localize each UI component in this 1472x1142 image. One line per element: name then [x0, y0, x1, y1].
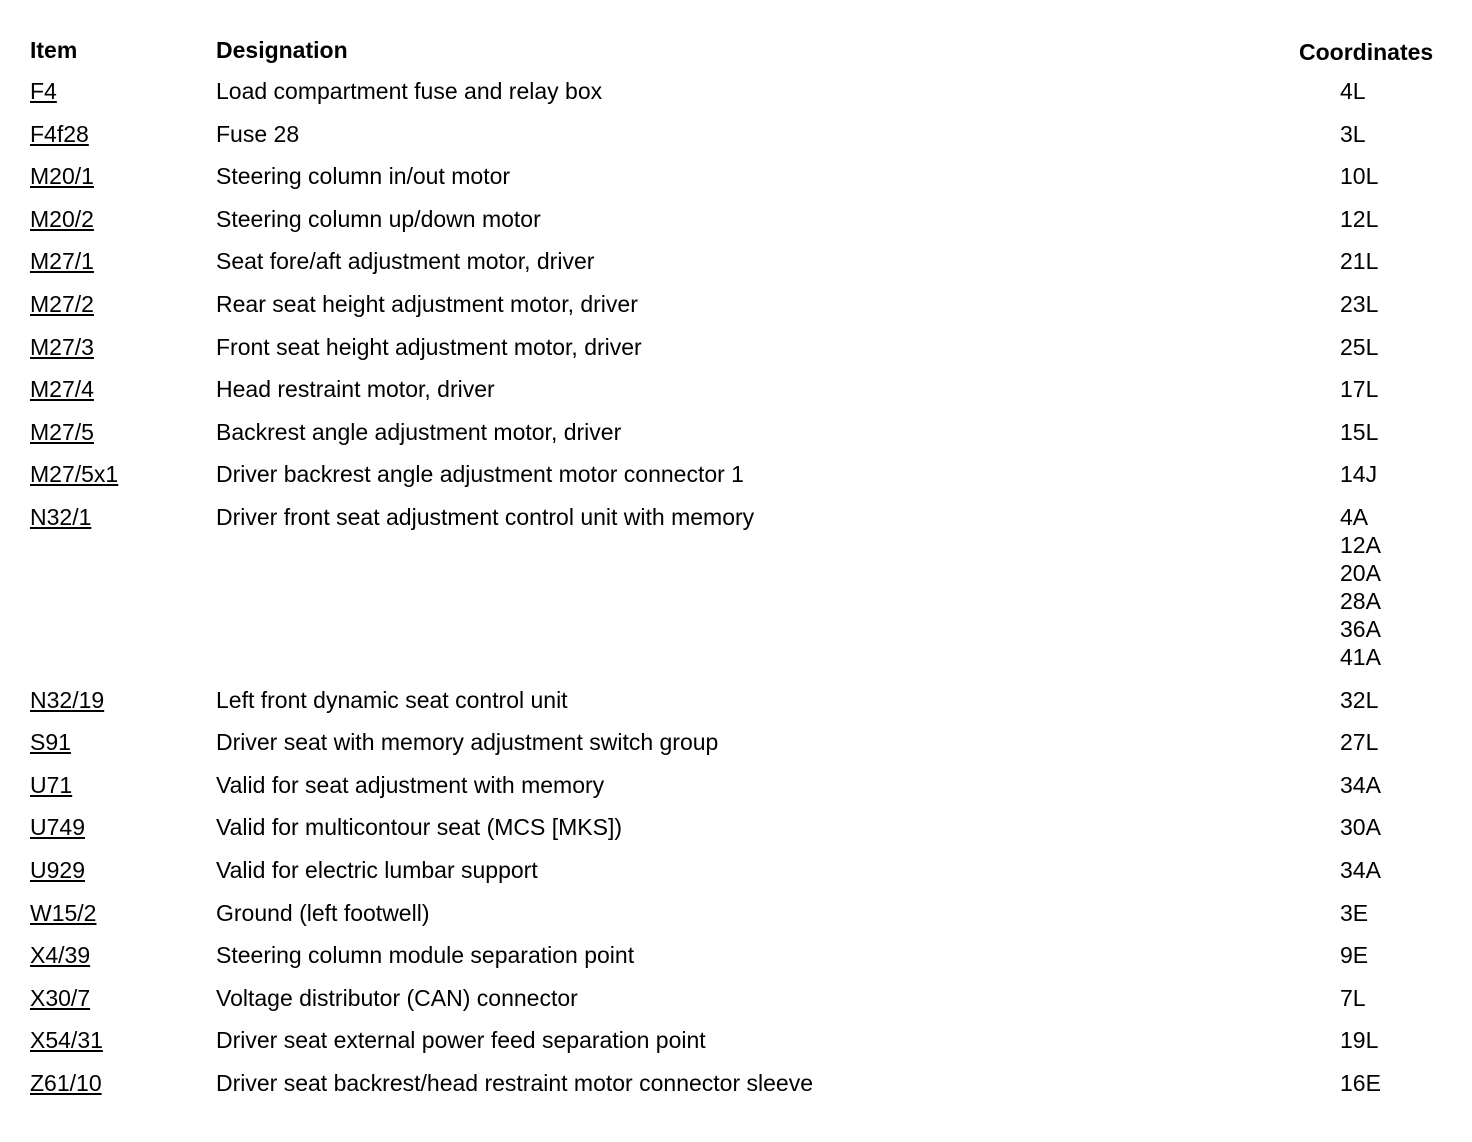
item-cell	[30, 856, 85, 884]
designation-cell: Valid for seat adjustment with memory	[216, 771, 605, 798]
item-cell	[30, 162, 94, 190]
coordinates-cell	[1340, 856, 1381, 884]
item-link[interactable]: U929	[30, 856, 85, 883]
coordinate-value: 32L	[1340, 686, 1379, 713]
designation-cell: Driver backrest angle adjustment motor connector 1	[216, 461, 744, 488]
coordinate-value: 17L	[1340, 376, 1379, 403]
coordinates-cell	[1340, 771, 1381, 799]
designation-cell: Left front dynamic seat control unit	[216, 686, 568, 713]
coordinate-value: 16E	[1340, 1069, 1381, 1096]
table-row	[0, 1069, 1472, 1112]
coordinate-value: 4A	[1340, 503, 1369, 530]
coordinate-value: 28A	[1340, 587, 1381, 614]
coordinate-value: 21L	[1340, 248, 1379, 275]
coordinates-cell	[1340, 899, 1368, 927]
designation-cell: Front seat height adjustment motor, driver	[216, 333, 642, 360]
table-row	[0, 333, 1472, 376]
coordinates-cell	[1340, 418, 1378, 446]
item-link[interactable]: Z61/10	[30, 1069, 102, 1096]
item-cell	[30, 984, 90, 1012]
table-row	[0, 77, 1472, 120]
coordinate-value: 23L	[1340, 290, 1379, 317]
coordinate-value: 34A	[1340, 771, 1381, 798]
item-cell	[30, 1026, 103, 1054]
designation-cell: Head restraint motor, driver	[216, 376, 495, 403]
coordinates-cell	[1340, 247, 1378, 275]
item-link[interactable]: U749	[30, 814, 85, 841]
item-cell	[30, 418, 94, 446]
coordinates-cell	[1340, 290, 1378, 318]
coordinate-value: 36A	[1340, 615, 1381, 642]
coordinate-value: 3L	[1340, 120, 1366, 147]
coordinates-cell	[1340, 375, 1378, 403]
coordinates-cell	[1340, 77, 1366, 105]
table-row	[0, 247, 1472, 290]
table-row	[0, 418, 1472, 461]
table-row	[0, 205, 1472, 248]
table-row	[0, 162, 1472, 205]
coordinate-value: 41A	[1340, 643, 1381, 670]
item-cell	[30, 899, 96, 927]
item-cell	[30, 503, 91, 531]
coordinates-cell	[1340, 1069, 1381, 1097]
designation-cell: Steering column in/out motor	[216, 163, 511, 190]
designation-cell: Fuse 28	[216, 120, 300, 147]
table-row	[0, 941, 1472, 984]
coordinate-value: 14J	[1340, 461, 1378, 488]
table-row	[0, 120, 1472, 163]
item-cell	[30, 333, 94, 361]
designation-cell: Driver seat with memory adjustment switch group	[216, 729, 719, 756]
item-cell	[30, 728, 71, 756]
coordinate-value: 15L	[1340, 418, 1379, 445]
item-cell	[30, 290, 94, 318]
item-link[interactable]: X30/7	[30, 984, 91, 1011]
item-link[interactable]: X54/31	[30, 1027, 103, 1054]
item-link[interactable]: F4f28	[30, 120, 89, 147]
designation-cell: Steering column up/down motor	[216, 205, 541, 232]
item-link[interactable]: N32/1	[30, 503, 92, 530]
item-link[interactable]: N32/19	[30, 686, 105, 713]
coordinate-value: 7L	[1340, 984, 1366, 1011]
designation-cell: Voltage distributor (CAN) connector	[216, 984, 578, 1011]
table-body	[0, 77, 1472, 1111]
designation-cell: Valid for electric lumbar support	[216, 856, 538, 883]
designation-cell: Valid for multicontour seat (MCS [MKS])	[216, 814, 623, 841]
coordinate-value: 20A	[1340, 559, 1381, 586]
item-cell	[30, 77, 57, 105]
coordinates-cell	[1340, 205, 1378, 233]
designation-cell: Seat fore/aft adjustment motor, driver	[216, 248, 595, 275]
coordinates-cell	[1340, 941, 1368, 969]
table-row	[0, 984, 1472, 1027]
coordinates-cell	[1340, 503, 1381, 671]
item-cell	[30, 247, 94, 275]
designation-cell: Driver seat external power feed separation point	[216, 1027, 706, 1054]
coordinate-value: 12A	[1340, 531, 1381, 558]
designation-cell: Rear seat height adjustment motor, driver	[216, 290, 638, 317]
item-cell	[30, 771, 72, 799]
item-link[interactable]: M27/2	[30, 290, 94, 317]
coordinate-value: 4L	[1340, 78, 1366, 104]
item-link[interactable]: M27/5	[30, 418, 94, 445]
coordinates-cell	[1340, 813, 1381, 841]
table-row	[0, 503, 1472, 686]
coordinate-value: 19L	[1340, 1027, 1379, 1054]
item-link[interactable]: M27/3	[30, 333, 94, 360]
item-link[interactable]: W15/2	[30, 899, 97, 926]
item-cell	[30, 813, 85, 841]
table-row	[0, 899, 1472, 942]
item-cell	[30, 120, 89, 148]
table-row	[0, 460, 1472, 503]
table-row	[0, 813, 1472, 856]
column-header-coordinates: Coordinates	[1299, 39, 1434, 65]
coordinates-cell	[1340, 686, 1378, 714]
coordinates-cell	[1340, 984, 1366, 1012]
item-cell	[30, 460, 118, 488]
designation-cell: Driver front seat adjustment control unit with memory	[216, 503, 755, 530]
coordinates-cell	[1340, 1026, 1378, 1054]
coordinate-value: 30A	[1340, 814, 1381, 841]
designation-cell: Backrest angle adjustment motor, driver	[216, 418, 622, 445]
coordinate-value: 34A	[1340, 856, 1381, 883]
table-row	[0, 686, 1472, 729]
coordinate-value: 27L	[1340, 729, 1379, 756]
coordinate-value: 10L	[1340, 163, 1379, 190]
item-link[interactable]: U71	[30, 771, 73, 798]
item-link[interactable]: M20/1	[30, 163, 94, 190]
table-row	[0, 375, 1472, 418]
designation-cell: Load compartment fuse and relay box	[216, 78, 603, 104]
item-link[interactable]: F4	[30, 78, 57, 104]
item-cell	[30, 375, 94, 403]
item-cell	[30, 686, 104, 714]
table-row	[0, 771, 1472, 814]
coordinates-cell	[1340, 162, 1378, 190]
table-row	[0, 1026, 1472, 1069]
item-link[interactable]: M27/1	[30, 248, 94, 275]
coordinate-value: 25L	[1340, 333, 1379, 360]
item-link[interactable]: M20/2	[30, 205, 94, 232]
coordinate-value: 3E	[1340, 899, 1369, 926]
coordinate-value: 9E	[1340, 942, 1369, 969]
table-row	[0, 728, 1472, 771]
item-cell	[30, 941, 90, 969]
table-row	[0, 290, 1472, 333]
item-link[interactable]: S91	[30, 729, 71, 756]
coordinates-cell	[1340, 333, 1378, 361]
item-cell	[30, 205, 94, 233]
coordinate-value: 12L	[1340, 205, 1379, 232]
designation-cell: Driver seat backrest/head restraint motor connector sleeve	[216, 1069, 813, 1096]
coordinates-cell	[1340, 460, 1377, 488]
designation-cell: Ground (left footwell)	[216, 899, 430, 926]
coordinates-cell	[1340, 728, 1378, 756]
item-cell	[30, 1069, 102, 1097]
column-header-item: Item	[30, 37, 78, 63]
column-header-designation: Designation	[216, 37, 348, 63]
item-link[interactable]: X4/39	[30, 942, 91, 969]
item-link[interactable]: M27/5x1	[30, 461, 119, 488]
designation-cell: Steering column module separation point	[216, 942, 635, 969]
table-row	[0, 856, 1472, 899]
item-link[interactable]: M27/4	[30, 376, 94, 403]
coordinates-cell	[1340, 120, 1366, 148]
